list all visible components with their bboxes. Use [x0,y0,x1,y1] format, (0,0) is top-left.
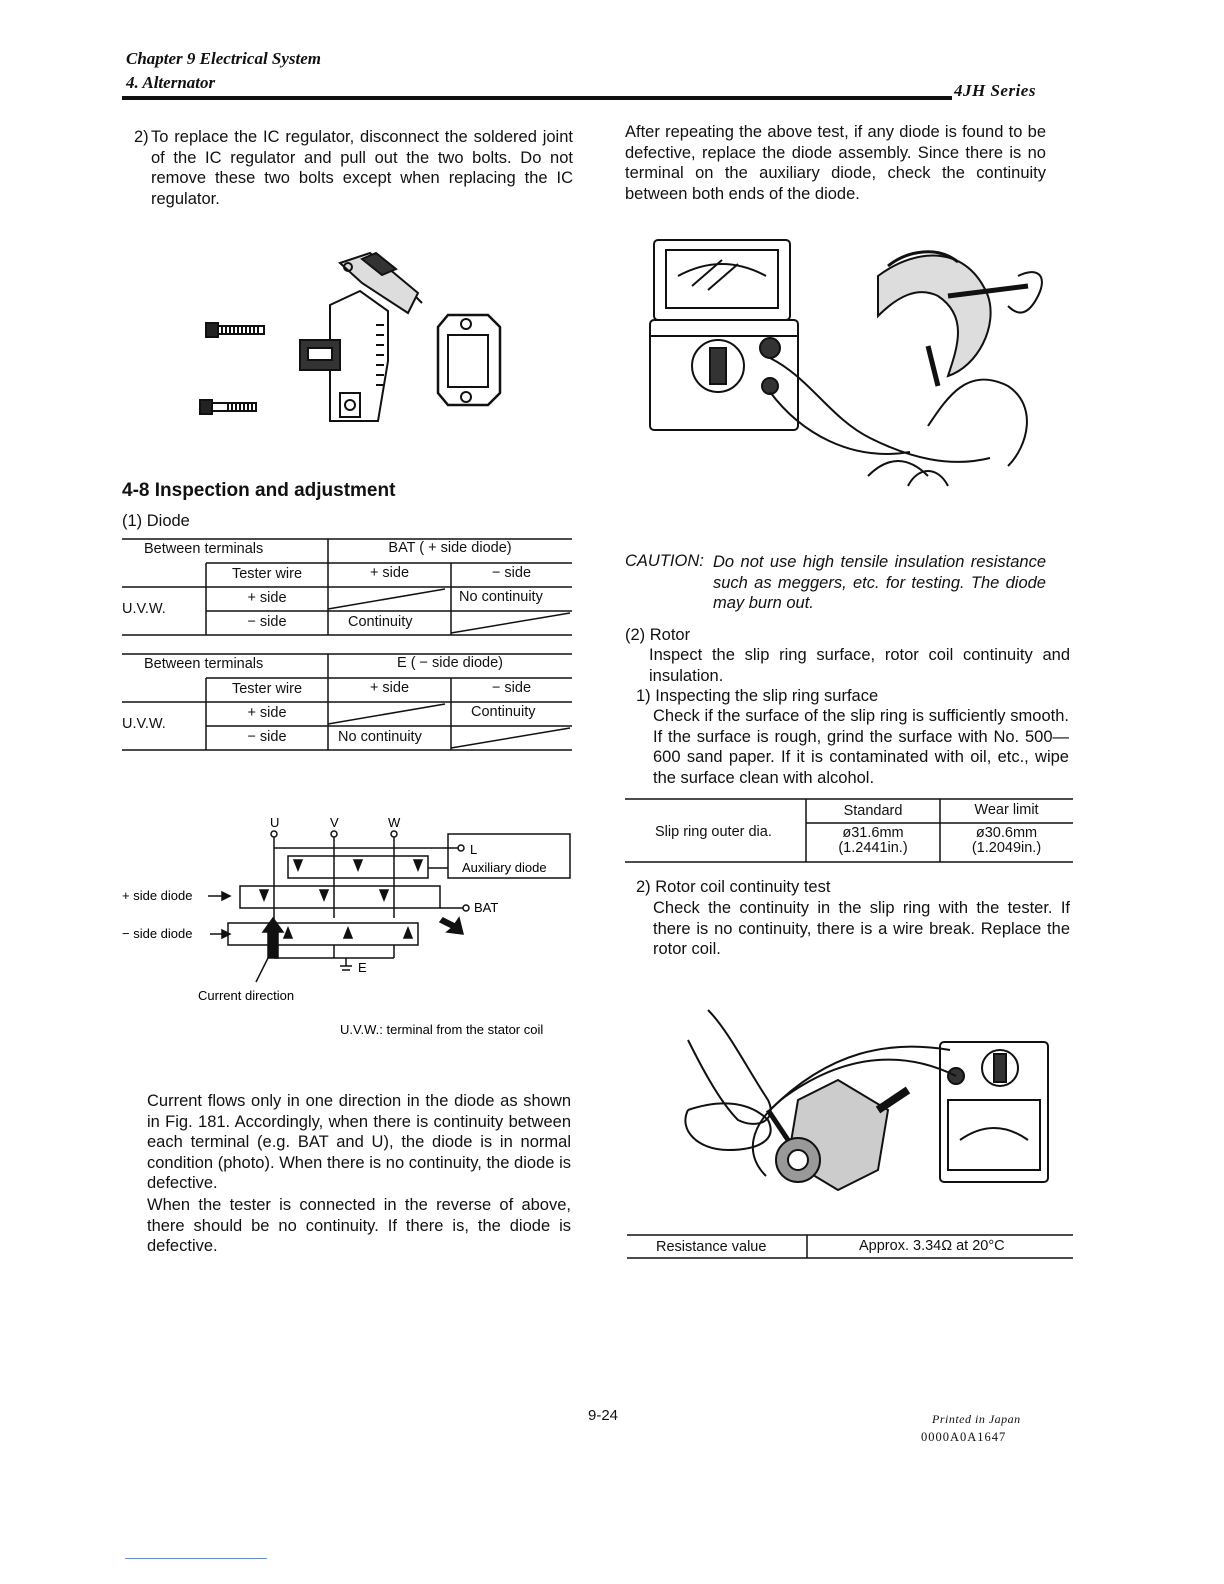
label-v: V [330,815,339,830]
label-l: L [470,842,478,857]
row-minus-label: − side [247,729,287,745]
bat-r1-minus: No continuity [459,589,543,605]
page-number: 9-24 [588,1407,619,1424]
row-minus-label: − side [247,614,287,630]
between-terminals: Between terminals [144,656,264,672]
standard-value [806,826,940,856]
standard-mm: ø31.6mm [842,825,904,841]
bat-group-header: BAT ( + side diode) [388,540,512,556]
tester-wire-header: Tester wire [231,681,303,697]
step2-text: To replace the IC regulator, disconnect the soldered joint of the IC regulator and pull out the two bolts. Do not remove these two bolts except when replacing the IC regulator. [151,128,573,208]
minus-side-header: − side [491,565,532,581]
header-rule [122,96,952,100]
uvw-label: U.V.W. [122,716,166,732]
chapter-title: Chapter 9 Electrical System [126,49,322,68]
resistance-value: Approx. 3.34Ω at 20°C [859,1238,1005,1254]
label-u: U [270,815,280,830]
ic-regulator-figure [190,245,510,425]
series-label: 4JH Series [954,81,1036,100]
section-heading: 4-8 Inspection and adjustment [122,480,396,501]
tester-diode-figure [648,236,1058,506]
label-plus-diode: + side diode [122,888,193,903]
tester-wire-header: Tester wire [231,566,303,582]
step1-heading: 1) Inspecting the slip ring surface [636,687,879,705]
table-e [122,653,572,751]
e-group-header: E ( − side diode) [397,655,503,671]
diode-heading: (1) Diode [122,512,190,530]
between-terminals: Between terminals [144,541,264,557]
slip-ring-table [625,798,1073,864]
right-intro: After repeating the above test, if any diode is found to be defective, replace the diode assembly. Since there is no terminal on the auxiliary diode, check the continuity between both ends of the diode. [625,123,1046,203]
standard-header: Standard [843,803,903,819]
caution-label: CAUTION: [625,552,704,570]
label-w: W [388,815,401,830]
diagram-caption: U.V.W.: terminal from the stator coil [340,1022,544,1037]
step2-heading: 2) Rotor coil continuity test [636,878,831,896]
rotor-text: Inspect the slip ring surface, rotor coil continuity and insulation. [649,646,1070,685]
step1-text: Check if the surface of the slip ring is sufficiently smooth. If the surface is rough, grind the surface with No. 500—600 sand paper. If it is contaminated with oil, etc., wipe the surface clean with alcohol. [653,707,1069,787]
section-title: 4. Alternator [126,73,216,92]
footnote-rule [125,1558,267,1559]
table-bat [122,538,572,636]
wear-mm: ø30.6mm [975,825,1038,841]
plus-side-header: + side [369,680,410,696]
uvw-label: U.V.W. [122,601,166,617]
diode-circuit-diagram [118,808,578,1048]
bat-r2-plus: Continuity [348,614,413,630]
minus-side-header: − side [491,680,532,696]
standard-in: (1.2441in.) [838,840,908,856]
rotor-heading: (2) Rotor [625,626,691,644]
label-bat: BAT [474,900,499,915]
tester-rotor-figure [668,990,1058,1200]
plus-side-header: + side [369,565,410,581]
resistance-table [627,1234,1073,1259]
step2-rotor-text: Check the continuity in the slip ring with the tester. If there is no continuity, there is a wire break. Replace the rotor coil. [653,899,1070,958]
slip-ring-label: Slip ring outer dia. [655,824,772,840]
label-minus-diode: − side diode [122,926,193,941]
wear-value [940,826,1073,856]
label-aux-diode: Auxiliary diode [462,860,547,875]
wear-limit-header: Wear limit [974,802,1039,818]
diode-para-2: When the tester is connected in the reverse of above, there should be no continuity. If there is, the diode is defective. [147,1196,571,1255]
label-current-direction: Current direction [198,988,295,1003]
resistance-label: Resistance value [656,1239,767,1255]
e-r2-plus: No continuity [338,729,422,745]
document-code: 0000A0A1647 [921,1430,1007,1444]
step2-number: 2) [134,128,149,146]
e-r1-minus: Continuity [471,704,536,720]
row-plus-label: + side [247,590,287,606]
wear-in: (1.2049in.) [971,840,1042,856]
label-e: E [358,960,367,975]
printed-in-japan: Printed in Japan [932,1412,1021,1426]
diode-para-1: Current flows only in one direction in the diode as shown in Fig. 181. Accordingly, when there is continuity between each terminal (e.g. BAT and U), the diode is in normal condition (photo). When there is no continuity, the diode is defective. [147,1092,571,1192]
row-plus-label: + side [247,705,287,721]
caution-text: Do not use high tensile insulation resistance such as meggers, etc. for testing. The diode may burn out. [713,553,1046,612]
